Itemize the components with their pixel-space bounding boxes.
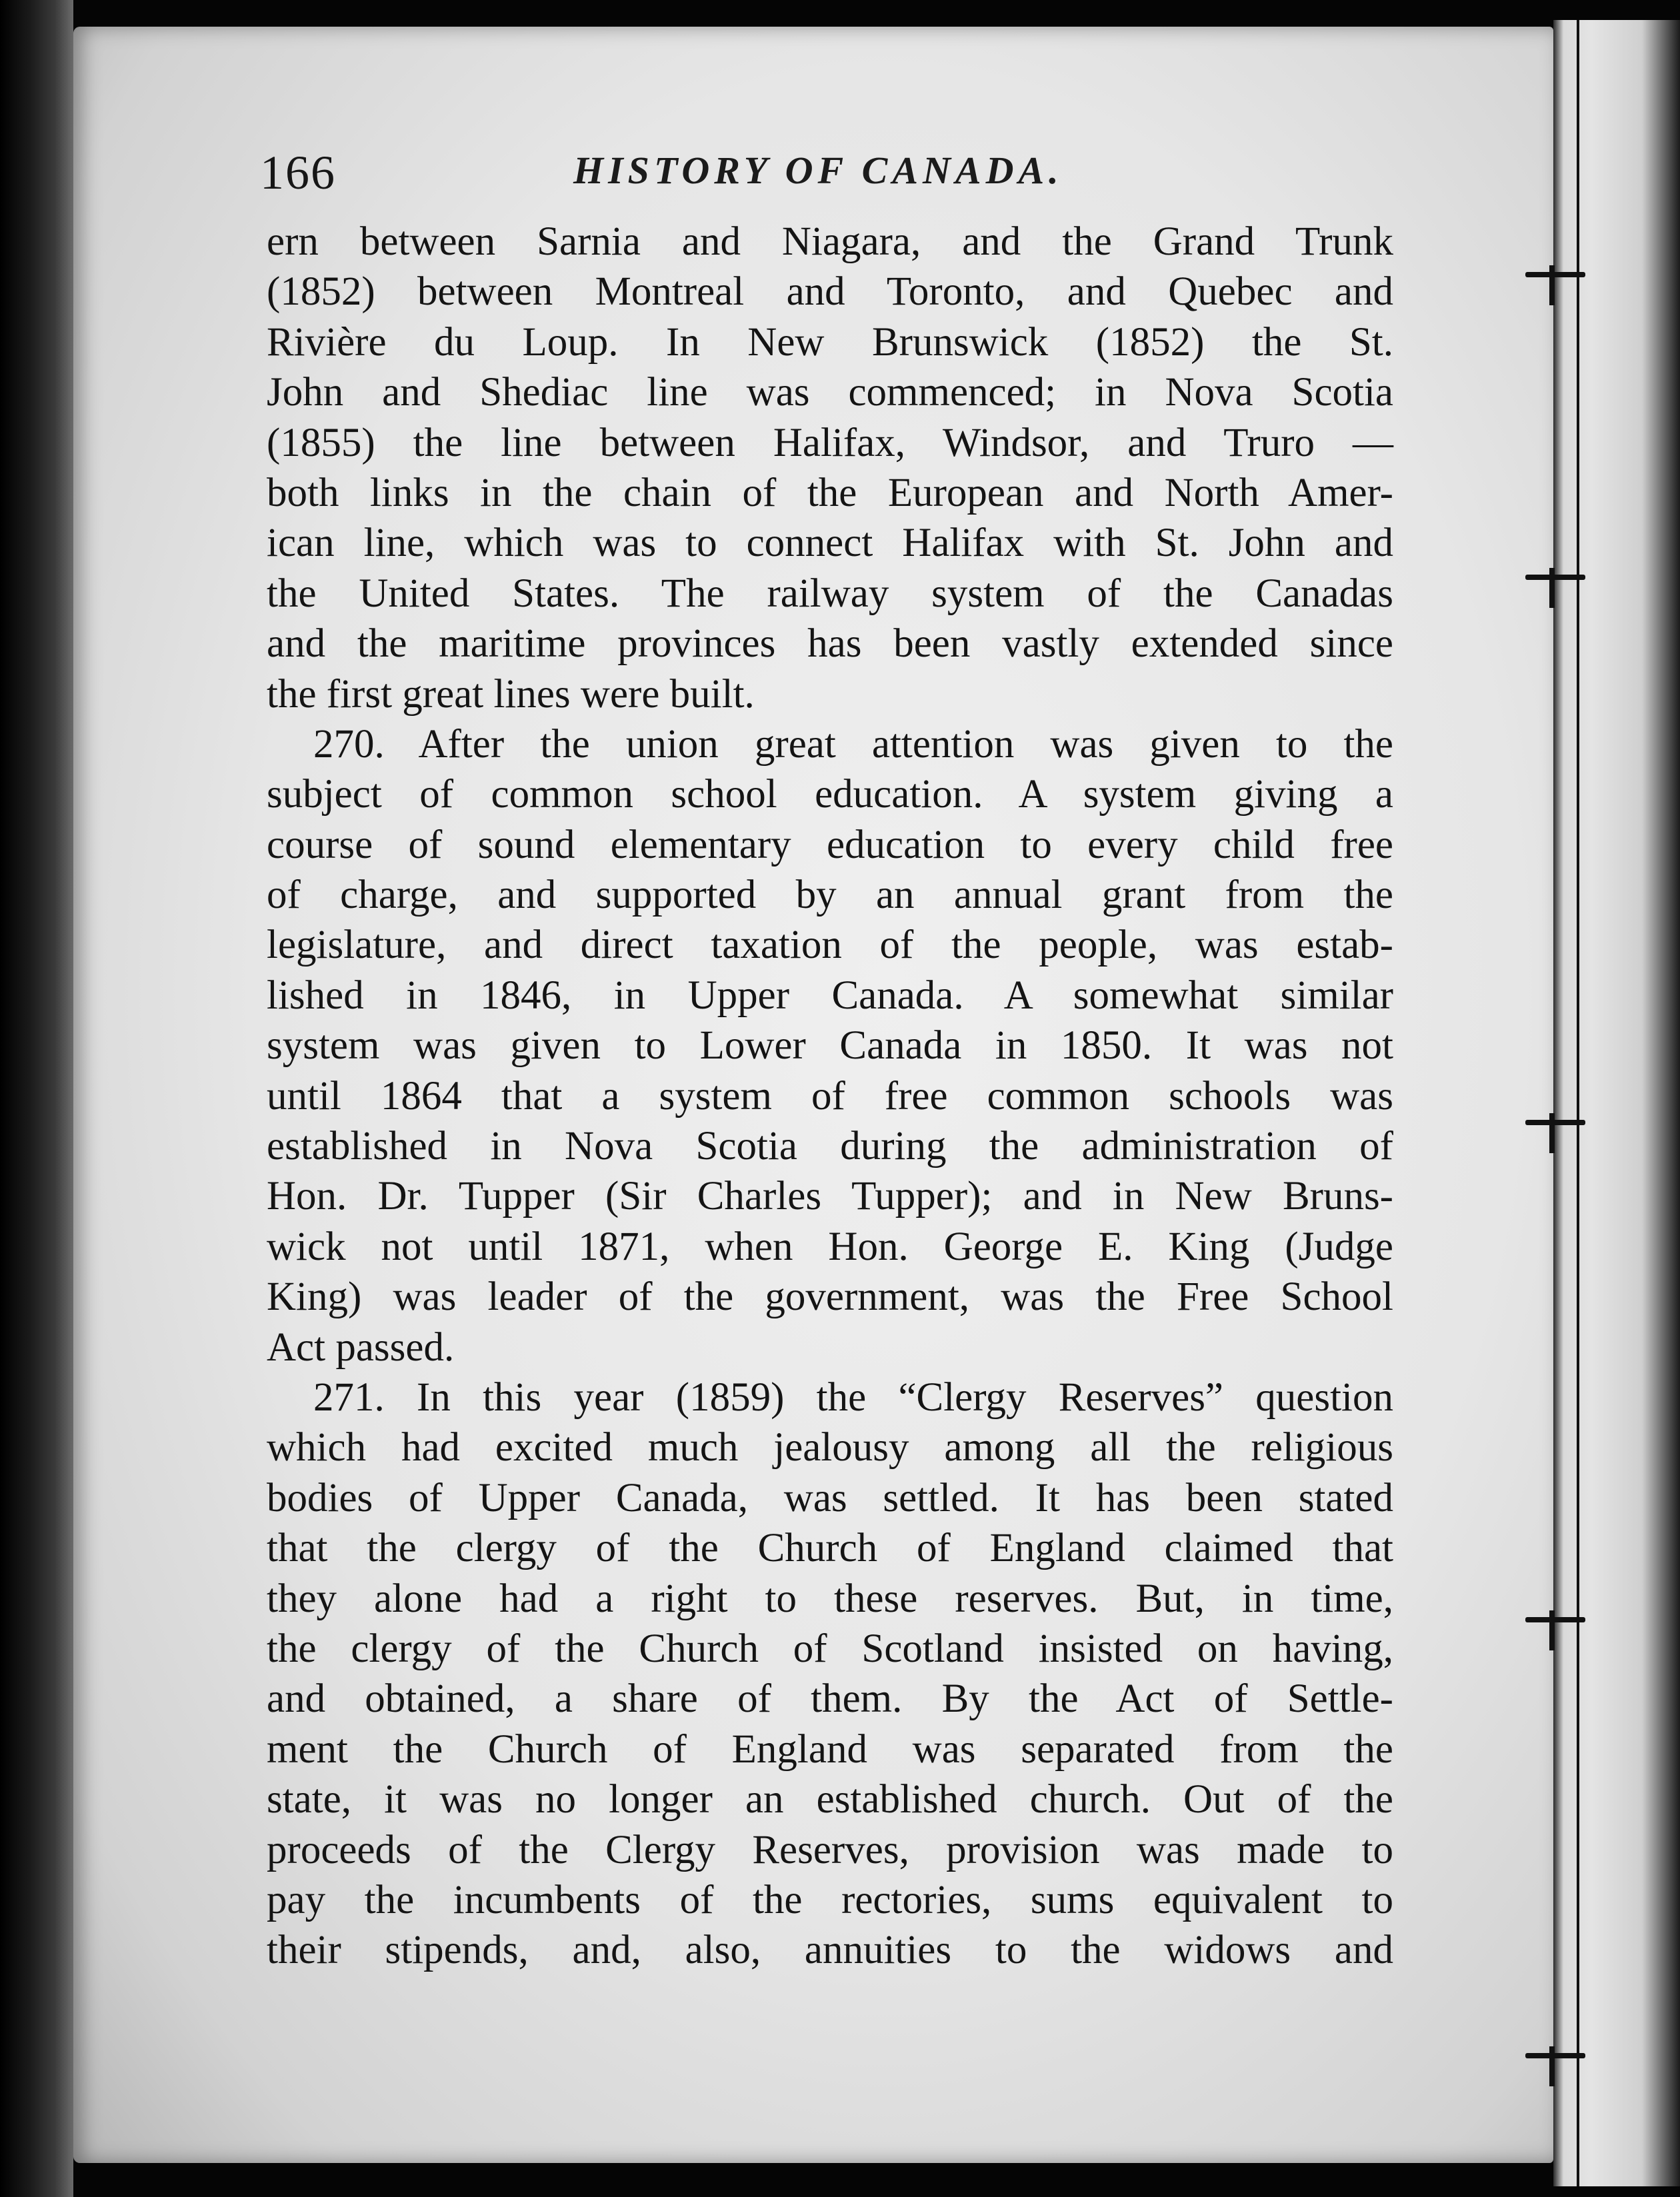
- text-line: ern between Sarnia and Niagara, and the Grand Trunk: [267, 219, 1393, 264]
- text-line: (1855) the line between Halifax, Windsor, and Truro —: [267, 420, 1393, 465]
- text-line: the clergy of the Church of Scotland insisted on having,: [267, 1626, 1393, 1671]
- text-line: legislature, and direct taxation of the people, was estab-: [267, 923, 1393, 968]
- next-page-edge: [1553, 20, 1680, 2186]
- text-line: lished in 1846, in Upper Canada. A somewhat similar: [267, 973, 1393, 1018]
- text-line: system was given to Lower Canada in 1850. It was not: [267, 1023, 1393, 1069]
- text-line: which had excited much jealousy among all the religious: [267, 1425, 1393, 1470]
- text-line: bodies of Upper Canada, was settled. It has been stated: [267, 1475, 1393, 1520]
- text-line: ican line, which was to connect Halifax with St. John and: [267, 521, 1393, 566]
- body-text: [267, 217, 1393, 1976]
- binding-mark: [1525, 1617, 1585, 1622]
- binding-mark: [1525, 575, 1585, 580]
- paragraph-271-start: 271. In this year (1859) the “Clergy Reserves” question: [313, 1374, 1393, 1420]
- text-line: and obtained, a share of them. By the Act of Settle-: [267, 1676, 1393, 1722]
- binding-mark: [1525, 272, 1585, 277]
- text-line: until 1864 that a system of free common schools was: [267, 1073, 1393, 1118]
- text-line: (1852) between Montreal and Toronto, and Quebec and: [267, 269, 1393, 315]
- running-title: HISTORY OF CANADA.: [573, 149, 1063, 192]
- binding-mark: [1525, 1120, 1585, 1125]
- text-line: of charge, and supported by an annual grant from the: [267, 873, 1393, 918]
- text-line: pay the incumbents of the rectories, sums equivalent to: [267, 1877, 1393, 1922]
- text-line: the first great lines were built.: [267, 671, 755, 717]
- text-line: that the clergy of the Church of England claimed that: [267, 1526, 1393, 1571]
- book-spine-shadow: [0, 0, 73, 2197]
- text-line: ment the Church of England was separated from the: [267, 1726, 1393, 1772]
- text-line: and the maritime provinces has been vastly extended since: [267, 621, 1393, 667]
- text-line: wick not until 1871, when Hon. George E. King (Judge: [267, 1224, 1393, 1269]
- page-edge-line: [1577, 20, 1579, 2186]
- text-line: established in Nova Scotia during the administration of: [267, 1124, 1393, 1169]
- paragraph-270-start: 270. After the union great attention was given to the: [313, 721, 1393, 767]
- text-line: King) was leader of the government, was the Free School: [267, 1274, 1393, 1320]
- text-line: state, it was no longer an established church. Out of the: [267, 1777, 1393, 1822]
- text-line: both links in the chain of the European and North Amer-: [267, 470, 1393, 515]
- text-line: their stipends, and, also, annuities to the widows and: [267, 1928, 1393, 1973]
- text-line: they alone had a right to these reserves. But, in time,: [267, 1576, 1393, 1621]
- text-line: Act passed.: [267, 1324, 455, 1370]
- text-line: subject of common school education. A system giving a: [267, 772, 1393, 817]
- binding-mark: [1525, 2053, 1585, 2058]
- text-line: John and Shediac line was commenced; in Nova Scotia: [267, 370, 1393, 415]
- text-line: proceeds of the Clergy Reserves, provision was made to: [267, 1827, 1393, 1872]
- text-line: course of sound elementary education to every child free: [267, 822, 1393, 867]
- page-number: 166: [260, 146, 336, 199]
- text-line: Rivière du Loup. In New Brunswick (1852) the St.: [267, 319, 1393, 365]
- running-header: [260, 145, 1393, 205]
- text-line: Hon. Dr. Tupper (Sir Charles Tupper); and in New Bruns-: [267, 1174, 1393, 1219]
- text-line: the United States. The railway system of the Canadas: [267, 571, 1393, 616]
